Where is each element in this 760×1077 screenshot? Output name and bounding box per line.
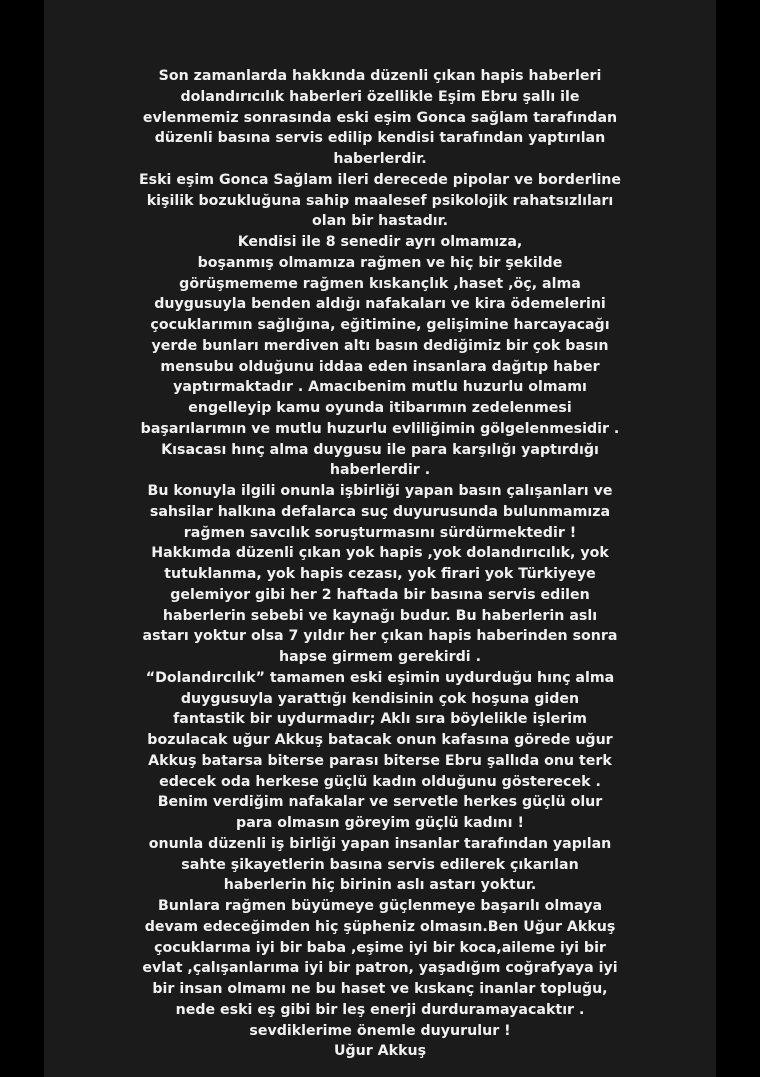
statement-line: nede eski eş gibi bir leş enerji durduramayacaktır . xyxy=(175,1001,585,1018)
statement-line: Kendisi ile 8 senedir ayrı olmamıza, xyxy=(237,234,523,250)
statement-line: sevdiklerime önemle duyurulur ! xyxy=(249,1022,511,1039)
statement-line: haberlerdir . xyxy=(329,462,431,479)
statement-line: engelleyip kamu oyunda itibarımın zedelenmesi xyxy=(188,400,572,416)
statement-line: edecek oda herkese güçlü kadın olduğunu gösterecek . xyxy=(159,773,601,790)
statement-line: kişilik bozukluğuna sahip maalesef psikolojik rahatsızlıları xyxy=(146,192,614,209)
statement-line: olan bir hastadır. xyxy=(311,213,449,230)
statement-line: düzenli basına servis edilip kendisi tarafından yaptırılan xyxy=(154,130,606,147)
statement-line: Son zamanlarda hakkında düzenli çıkan hapis haberleri xyxy=(158,68,602,84)
statement-line: haberlerdir. xyxy=(333,151,427,167)
statement-line: duygusuyla yarattığı kendisinin çok hoşuna giden xyxy=(180,690,580,707)
statement-line: devam edeceğimden hiç şüpheniz olmasın.Ben Uğur Akkuş xyxy=(144,918,616,935)
statement-line: haberlerin sebebi ve kaynağı budur. Bu haberlerin aslı xyxy=(162,607,598,624)
statement-line: Eski eşim Gonca Sağlam ileri derecede pipolar ve borderline xyxy=(138,171,622,188)
story-frame xyxy=(44,0,716,1077)
signature-line: Uğur Akkuş xyxy=(333,1043,427,1060)
statement-line: evlenmemiz sonrasında eski eşim Gonca sağlam tarafından xyxy=(142,109,618,126)
statement-line: başarılarımın ve mutlu huzurlu evliliğimin gölgelenmesidir . xyxy=(140,420,620,437)
statement-line: dolandırıcılık haberleri özellikle Eşim Ebru şallı ile xyxy=(180,88,580,105)
statement-line: Benim verdiğim nafakalar ve servetle herkes güçlü olur xyxy=(157,794,603,811)
statement-line: rağmen savcılık soruşturmasını sürdürmektedir ! xyxy=(183,524,577,541)
statement-line: Bunlara rağmen büyümeye güçlenmeye başarılı olmaya xyxy=(157,898,603,914)
statement-line: evlat ,çalışanlarıma iyi bir patron, yaşadığım coğrafyaya iyi xyxy=(142,960,618,977)
statement-text xyxy=(44,66,716,1062)
statement-line: çocuklarıma iyi bir baba ,eşime iyi bir koca,aileme iyi bir xyxy=(154,939,606,956)
statement-line: hapse girmem gerekirdi . xyxy=(278,649,482,665)
statement-line: sahte şikayetlerin basına servis edilerek çıkarılan xyxy=(181,856,579,873)
statement-line: Bu konuyla ilgili onunla işbirliği yapan basın çalışanları ve xyxy=(147,483,613,499)
statement-line: duygusuyla benden aldığı nafakaları ve kira ödemelerini xyxy=(154,296,606,313)
statement-line: bozulacak uğur Akkuş batacak onun kafasına görede uğur xyxy=(147,732,613,748)
statement-line: yerde bunları merdiven altı basın dediğimiz bir çok basın xyxy=(151,337,609,354)
statement-line: Kısacası hınç alma duygusu ile para karşılığı yaptırdığı xyxy=(161,441,599,458)
statement-line: sahsilar halkına defalarca suç duyurusunda bulunmamıza xyxy=(149,503,611,520)
statement-line: bir insan olmamı ne bu haset ve kıskanç inanlar topluğu, xyxy=(152,981,608,997)
statement-line: Hakkımda düzenli çıkan yok hapis ,yok dolandırıcılık, yok xyxy=(151,545,609,562)
statement-line: onunla düzenli iş birliği yapan insanlar tarafından yapılan xyxy=(148,835,612,852)
statement-line: Akkuş batarsa biterse parası biterse Ebru şallıda onu terk xyxy=(148,752,612,769)
statement-line: görüşmememe rağmen kıskançlık ,haset ,öç, alma xyxy=(179,275,581,292)
statement-line: “Dolandırcılık” tamamen eski eşimin uydurduğu hınç alma xyxy=(145,669,615,686)
statement-line: yaptırmaktadır . Amacıbenim mutlu huzurlu olmamı xyxy=(173,379,587,396)
statement-line: astarı yoktur olsa 7 yıldır her çıkan hapis haberinden sonra xyxy=(142,628,618,645)
statement-line: gelemiyor gibi her 2 haftada bir basına servis edilen xyxy=(170,586,590,603)
statement-line: haberlerin hiç birinin aslı astarı yoktur. xyxy=(223,877,537,894)
statement-line: para olmasın göreyim güçlü kadını ! xyxy=(236,815,524,831)
statement-line: tutuklanma, yok hapis cezası, yok firari yok Türkiyeye xyxy=(164,566,596,582)
statement-line: çocuklarımın sağlığına, eğitimine, gelişimine harcayacağı xyxy=(150,317,610,333)
statement-line: mensubu olduğunu iddaa eden insanlara dağıtıp haber xyxy=(160,358,600,375)
statement-line: fantastik bir uydurmadır; Aklı sıra böylelikle işlerim xyxy=(173,711,587,728)
statement-line: boşanmış olmamıza rağmen ve hiç bir şekilde xyxy=(197,254,563,271)
